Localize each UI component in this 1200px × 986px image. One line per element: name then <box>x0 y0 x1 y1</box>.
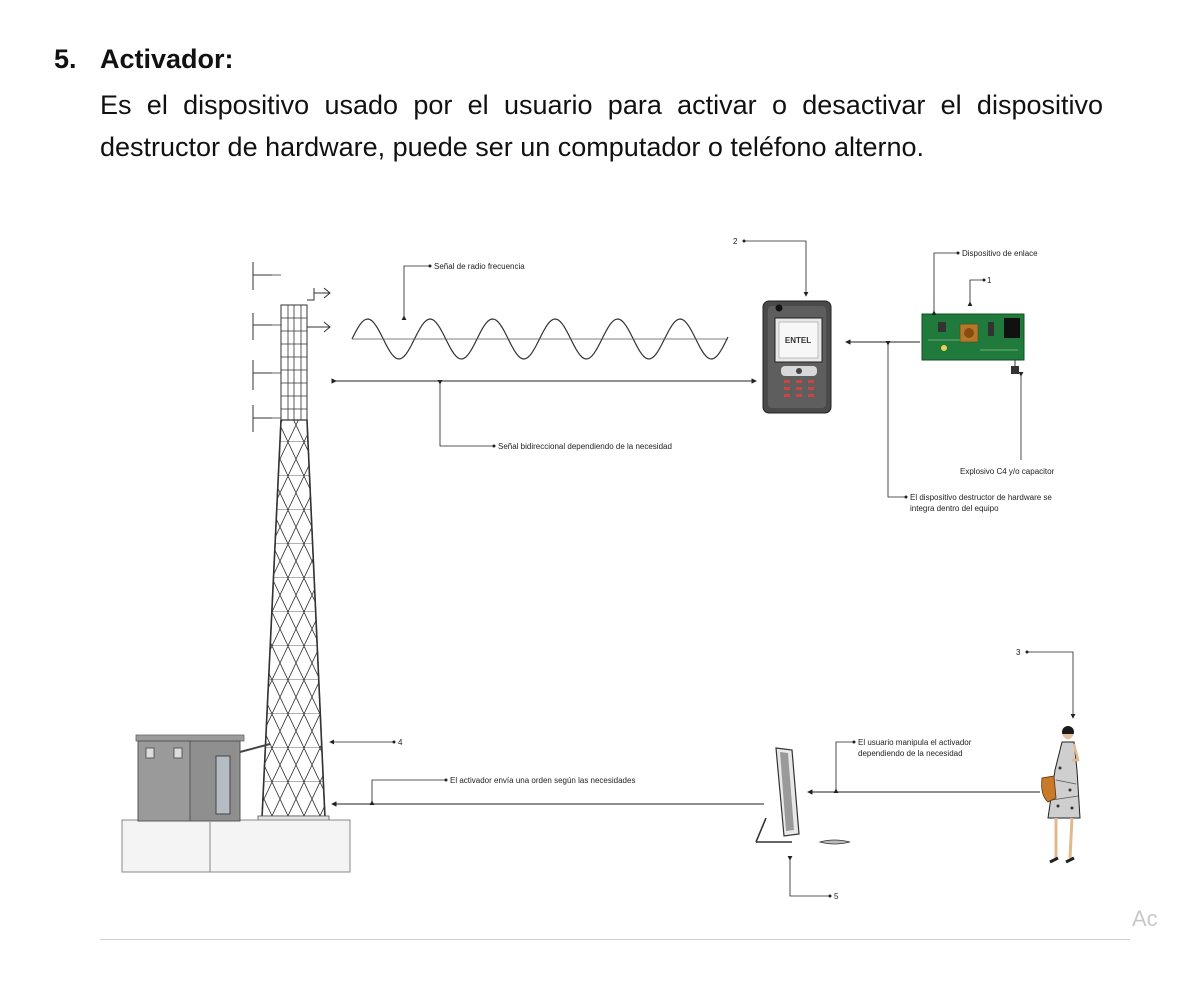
user-activates-callout <box>808 738 1040 792</box>
bidirectional-label: Señal bidireccional dependiendo de la necesidad <box>498 442 672 451</box>
phone-screen-text: ENTEL <box>784 336 812 345</box>
callout-1 <box>970 276 992 302</box>
number-1: 1 <box>987 276 992 285</box>
page-divider <box>100 939 1130 940</box>
section-number: 5. <box>54 44 77 74</box>
user-figure <box>1042 726 1080 862</box>
mobile-phone <box>763 301 831 413</box>
number-2: 2 <box>733 237 738 246</box>
section-paragraph: Es el dispositivo usado por el usuario para activar o desactivar el dispositivo destructor de hardware, puede ser un computador o teléfono alterno. <box>100 90 1103 162</box>
rf-signal-callout <box>404 262 525 316</box>
watermark-corner-text: Ac <box>1132 906 1158 931</box>
callout-5 <box>790 860 839 901</box>
order-label: El activador envía una orden según las necesidades <box>450 776 636 785</box>
callout-2 <box>733 237 806 296</box>
integrated-label-line2: integra dentro del equipo <box>910 504 999 513</box>
user-label-line2: dependiendo de la necesidad <box>858 749 963 758</box>
link-device-board <box>922 314 1024 374</box>
number-4: 4 <box>398 738 403 747</box>
link-device-label: Dispositivo de enlace <box>962 249 1038 258</box>
bidirectional-signal <box>336 381 756 451</box>
integrated-label-line1: El dispositivo destructor de hardware se <box>910 493 1052 502</box>
callout-4 <box>330 738 403 747</box>
number-5: 5 <box>834 892 839 901</box>
explosive-callout <box>960 376 1055 476</box>
explosive-label: Explosivo C4 y/o capacitor <box>960 467 1055 476</box>
rf-signal-label: Señal de radio frecuencia <box>434 262 525 271</box>
number-3: 3 <box>1016 648 1021 657</box>
integrated-callout <box>888 345 1052 513</box>
callout-3 <box>1016 648 1073 718</box>
cell-tower <box>253 262 330 822</box>
user-label-line1: El usuario manipula el activador <box>858 738 972 747</box>
section-title: Activador: <box>100 44 234 74</box>
rf-wave <box>352 319 728 359</box>
order-signal <box>332 776 764 804</box>
